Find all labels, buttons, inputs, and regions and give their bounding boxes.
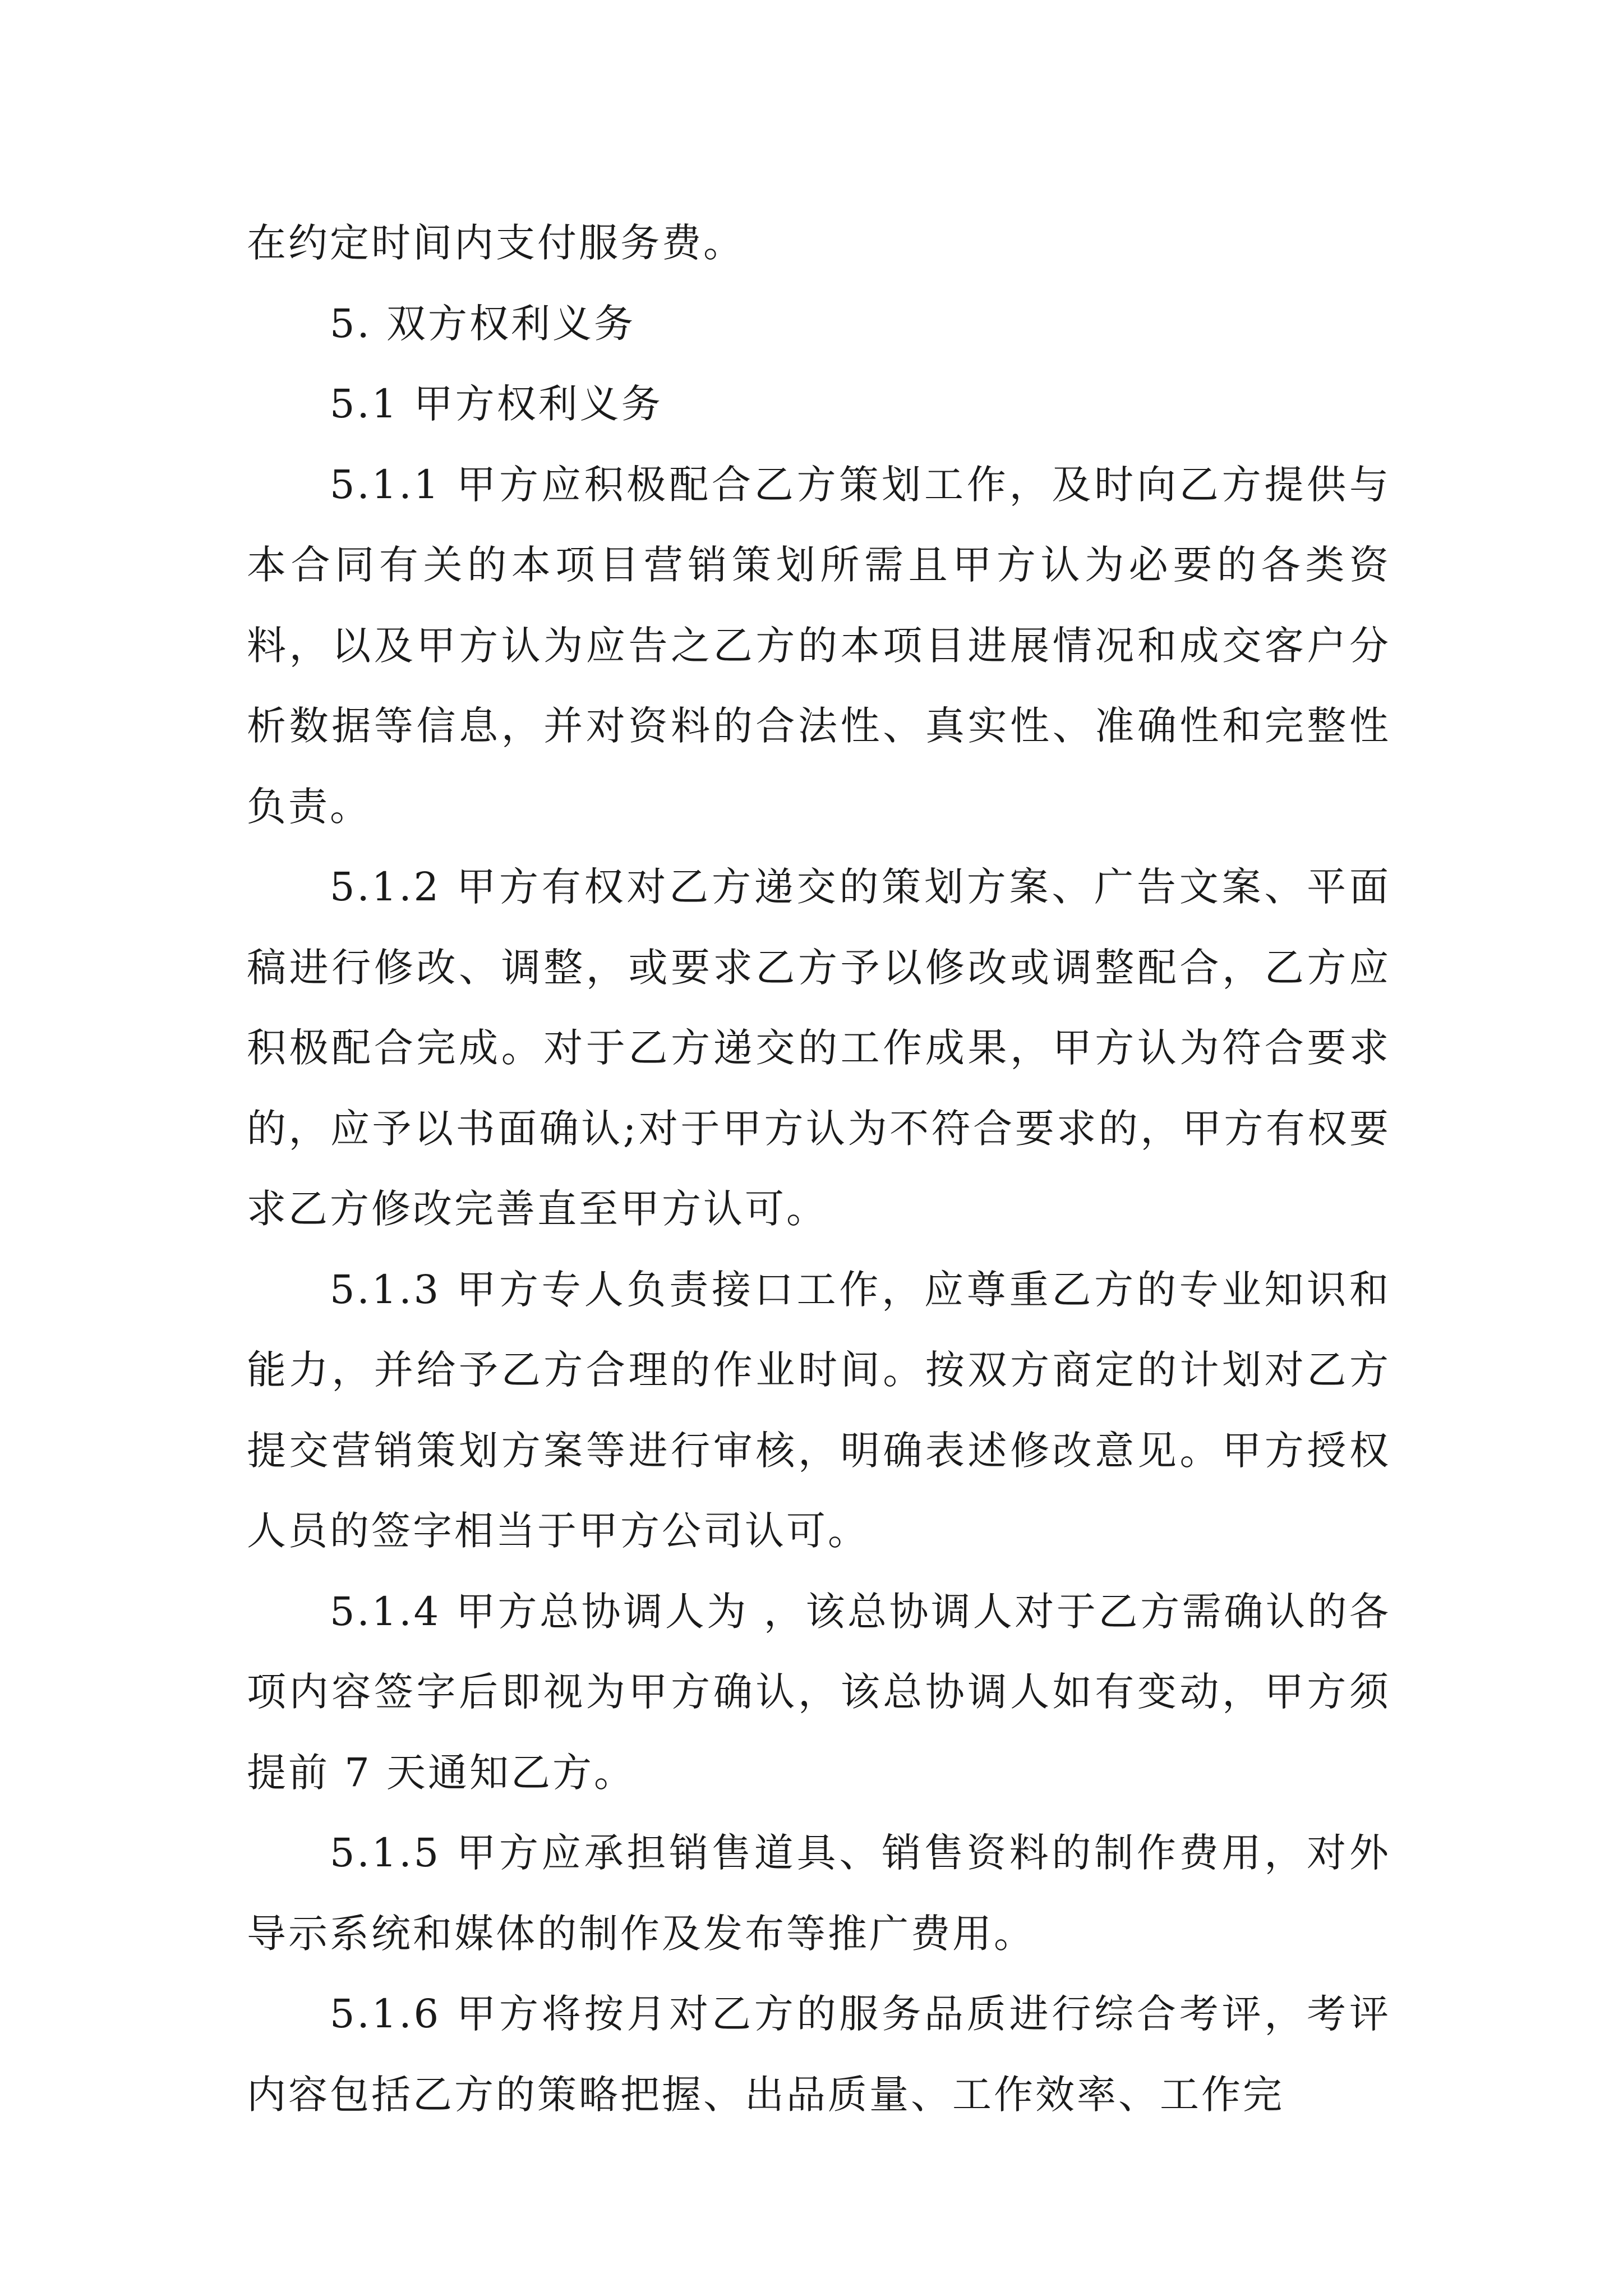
clause-5-1-5: 5.1.5 甲方应承担销售道具、销售资料的制作费用，对外导示系统和媒体的制作及发布等推广费用。 [247, 1830, 1391, 1957]
document-body [247, 203, 1391, 2135]
clause-5-1-3: 5.1.3 甲方专人负责接口工作，应尊重乙方的专业知识和能力，并给予乙方合理的作业时间。按双方商定的计划对乙方提交营销策划方案等进行审核，明确表述修改意见。甲方授权人员的签字相当于甲方公司认可。 [247, 1266, 1391, 1554]
clause-5-1-6: 5.1.6 甲方将按月对乙方的服务品质进行综合考评，考评内容包括乙方的策略把握、出品质量、工作效率、工作完 [247, 1991, 1391, 2118]
clause-5-1-2: 5.1.2 甲方有权对乙方递交的策划方案、广告文案、平面稿进行修改、调整，或要求乙方予以修改或调整配合，乙方应积极配合完成。对于乙方递交的工作成果，甲方认为符合要求的，应予以书面确认;对于甲方认为不符合要求的，甲方有权要求乙方修改完善直至甲方认可。 [247, 864, 1391, 1232]
clause-5-1-1: 5.1.1 甲方应积极配合乙方策划工作，及时向乙方提供与本合同有关的本项目营销策划所需且甲方认为必要的各类资料，以及甲方认为应告之乙方的本项目进展情况和成交客户分析数据等信息，并对资料的合法性、真实性、准确性和完整性负责。 [247, 461, 1391, 830]
section-heading-5: 5. 双方权利义务 [330, 300, 636, 347]
section-heading-5-1: 5.1 甲方权利义务 [330, 381, 663, 427]
paragraph-continuation: 在约定时间内支付服务费。 [247, 220, 745, 266]
clause-5-1-4: 5.1.4 甲方总协调人为 ，该总协调人对于乙方需确认的各项内容签字后即视为甲方确认，该总协调人如有变动，甲方须提前 7 天通知乙方。 [247, 1588, 1391, 1796]
